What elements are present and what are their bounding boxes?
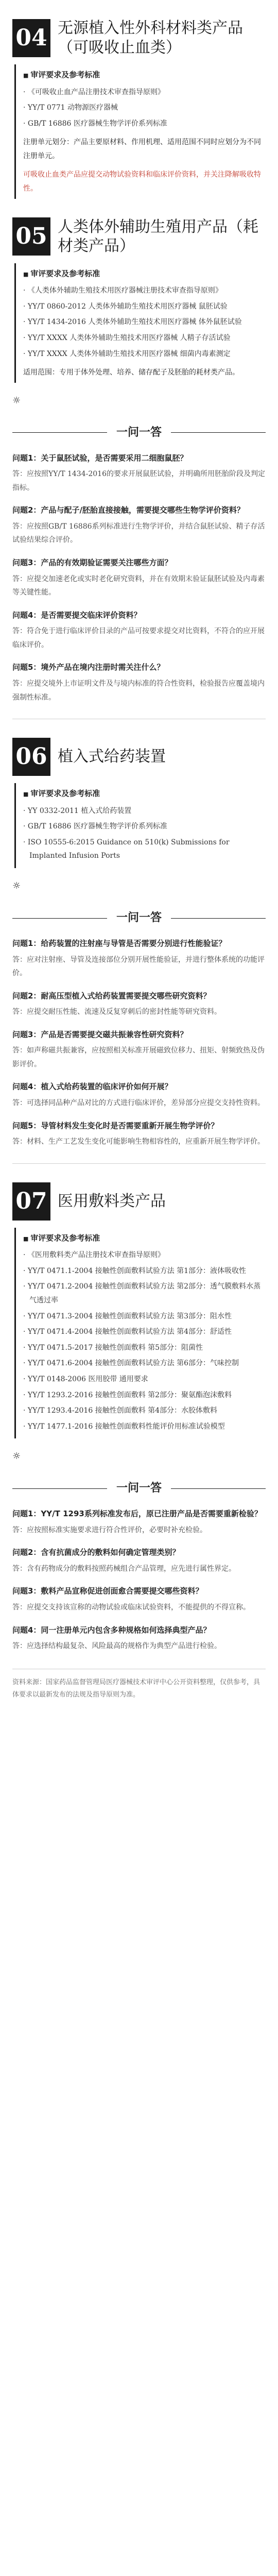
section-05-title: 人类体外辅助生殖用产品（耗材类产品）	[58, 217, 258, 256]
qa-answer: 答：含有药物成分的敷料按照药械组合产品管理，应先进行属性界定。	[12, 1564, 236, 1573]
section-04-title: 无源植入性外科材料类产品（可吸收止血类）	[58, 19, 243, 57]
ref-item: · 《可吸收止血产品注册技术审查指导原则》	[23, 86, 266, 99]
qa-divider-line	[12, 1488, 107, 1489]
ref-item: · YY/T XXXX 人类体外辅助生殖技术用医疗器械 人精子存活试验	[23, 331, 266, 345]
ref-item: · YY/T 0771 动物源医疗器械	[23, 101, 266, 115]
qa-answer: 答：应提交支持该宣称的动物试验或临床试验资料，不能提供的不得宣称。	[12, 1603, 250, 1612]
qa-title-row	[12, 422, 266, 444]
footer-source-note: 资料来源：国家药品监督管理局医疗器械技术审评中心公开资料整理，仅供参考，具体要求以最新发布的法规及指导原则为准。	[12, 1669, 266, 1702]
qa-item	[12, 1584, 266, 1614]
section-07-header	[12, 1182, 266, 1221]
qa-item	[12, 989, 266, 1019]
qa-divider-line	[171, 432, 266, 433]
qa-title: 一问一答	[116, 1482, 162, 1495]
qa-answer: 答：可选择同品种产品对比的方式进行临床评价，差异部分应提交支持性资料。	[12, 1098, 265, 1107]
section-06-box-label: ■ 审评要求及参考标准	[23, 786, 266, 801]
section-04-number: 04	[12, 19, 50, 57]
qa-block-2	[12, 907, 266, 1148]
qa-question: 问题2：产品与配子/胚胎直接接触，需要提交哪些生物学评价资料？	[12, 505, 245, 515]
qa-question: 问题3：敷料产品宣称促进创面愈合需要提交哪些资料？	[12, 1586, 203, 1596]
ref-item: · YY/T 0471.1-2004 接触性创面敷料试验方法 第1部分：液体吸收性	[23, 1264, 266, 1278]
qa-answer: 答：应按照标准实施要求进行符合性评价，必要时补充检验。	[12, 1526, 207, 1534]
qa-item	[12, 451, 266, 495]
qa-item	[12, 1545, 266, 1575]
qa-question: 问题4：是否需要提交临床评价资料？	[12, 610, 142, 620]
qa-block-3	[12, 1478, 266, 1653]
qa-divider-line	[171, 1488, 266, 1489]
section-06-box	[14, 783, 266, 868]
qa-question: 问题1：给药装置的注射座与导管是否需要分别进行性能验证？	[12, 939, 227, 948]
ref-item: · YY/T 0148-2006 医用胶带 通用要求	[23, 1372, 266, 1386]
qa-item	[12, 1623, 266, 1653]
sun-decoration-icon: ☼	[12, 395, 21, 406]
ref-item: · 《人类体外辅助生殖技术用医疗器械注册技术审查指导原则》	[23, 284, 266, 298]
section-divider	[12, 1163, 266, 1164]
qa-question: 问题4：植入式给药装置的临床评价如何开展？	[12, 1082, 172, 1092]
ref-item: · GB/T 16886 医疗器械生物学评价系列标准	[23, 117, 266, 131]
qa-item	[12, 1118, 266, 1149]
ref-item: · YY 0332-2011 植入式给药装置	[23, 804, 266, 818]
qa-answer: 答：符合免于进行临床评价目录的产品可按要求提交对比资料，不符合的应开展临床评价。	[12, 627, 265, 649]
ref-item: · YY/T 0471.2-2004 接触性创面敷料试验方法 第2部分：透气膜敷料水蒸气透过率	[23, 1280, 266, 1307]
qa-answer: 答：应对注射座、导管及连接部位分别开展性能验证，并进行整体系统的功能评价。	[12, 955, 265, 978]
qa-divider-line	[12, 918, 107, 919]
qa-item	[12, 1027, 266, 1072]
section-04-note-highlight: 可吸收止血类产品应提交动物试验资料和临床评价资料，并关注降解吸收特性。	[23, 171, 261, 193]
section-04-box-label: ■ 审评要求及参考标准	[23, 67, 266, 82]
ref-item: · YY/T 1293.4-2016 接触性创面敷料 第4部分：水胶体敷料	[23, 1404, 266, 1418]
section-07-title: 医用敷料类产品	[58, 1192, 166, 1210]
qa-question: 问题2：含有抗菌成分的敷料如何确定管理类别？	[12, 1548, 180, 1557]
sun-decoration-icon: ☼	[12, 1451, 21, 1462]
qa-answer: 答：应按照YY/T 1434-2016的要求开展鼠胚试验，并明确所用胚胎阶段及判定指标。	[12, 470, 265, 492]
qa-question: 问题1：关于鼠胚试验，是否需要采用二细胞鼠胚？	[12, 453, 188, 463]
section-06-title: 植入式给药装置	[58, 748, 166, 766]
qa-item	[12, 660, 266, 704]
ref-item: · YY/T 0860-2012 人类体外辅助生殖技术用医疗器械 鼠胚试验	[23, 300, 266, 314]
section-05-box-label: ■ 审评要求及参考标准	[23, 266, 266, 281]
qa-title: 一问一答	[116, 911, 162, 925]
section-06-header	[12, 738, 266, 776]
qa-item	[12, 555, 266, 600]
section-06-number: 06	[12, 738, 50, 776]
qa-title-row	[12, 907, 266, 929]
ref-item: · YY/T 0471.4-2004 接触性创面敷料试验方法 第4部分：舒适性	[23, 1325, 266, 1339]
qa-item	[12, 1506, 266, 1537]
qa-block-1	[12, 422, 266, 704]
qa-title: 一问一答	[116, 426, 162, 439]
qa-question: 问题1：YY/T 1293系列标准发布后，原已注册产品是否需要重新检验？	[12, 1509, 262, 1519]
section-07-box	[14, 1228, 266, 1439]
qa-question: 问题3：产品是否需要提交磁共振兼容性研究资料？	[12, 1029, 188, 1039]
qa-divider-line	[171, 918, 266, 919]
qa-question: 问题5：境外产品在境内注册时需关注什么？	[12, 663, 165, 672]
ref-item: · YY/T 1293.2-2016 接触性创面敷料 第2部分：聚氨酯泡沫敷料	[23, 1388, 266, 1402]
qa-item	[12, 608, 266, 652]
section-07-box-label: ■ 审评要求及参考标准	[23, 1231, 266, 1246]
ref-item: · YY/T 0471.6-2004 接触性创面敷料试验方法 第6部分：气味控制	[23, 1357, 266, 1370]
ref-item: · YY/T 1434-2016 人类体外辅助生殖技术用医疗器械 体外鼠胚试验	[23, 315, 266, 329]
ref-item: · 《医用敷料类产品注册技术审查指导原则》	[23, 1248, 266, 1262]
qa-answer: 答：应按照GB/T 16886系列标准进行生物学评价，并结合鼠胚试验、精子存活试验结果综合评价。	[12, 522, 265, 545]
qa-item	[12, 936, 266, 980]
ref-item: · YY/T 1477.1-2016 接触性创面敷料性能评价用标准试验模型	[23, 1420, 266, 1434]
section-05-box	[14, 263, 266, 383]
qa-question: 问题4：同一注册单元内包含多种规格如何选择典型产品？	[12, 1625, 211, 1635]
qa-answer: 答：应提交境外上市证明文件及与境内标准的符合性资料，检验报告应覆盖境内强制性标准。	[12, 679, 265, 702]
section-05-number: 05	[12, 217, 50, 256]
sun-decoration-icon: ☼	[12, 880, 21, 892]
qa-title-row	[12, 1478, 266, 1499]
section-05-header	[12, 217, 266, 256]
section-05-note: 适用范围：专用于体外处理、培养、储存配子及胚胎的耗材类产品。	[23, 368, 239, 377]
qa-question: 问题3：产品的有效期验证需要关注哪些方面？	[12, 558, 172, 568]
qa-answer: 答：应选择结构最复杂、风险最高的规格作为典型产品进行检验。	[12, 1642, 221, 1651]
qa-answer: 答：应提交耐压性能、流速及反复穿刺后的密封性能等研究资料。	[12, 1008, 221, 1016]
ref-item: · YY/T 0471.3-2004 接触性创面敷料试验方法 第3部分：阻水性	[23, 1310, 266, 1324]
ref-item: · YY/T 0471.5-2017 接触性创面敷料 第5部分：阻菌性	[23, 1341, 266, 1355]
section-04-header	[12, 19, 266, 57]
qa-answer: 答：材料、生产工艺发生变化可能影响生物相容性的，应重新开展生物学评价。	[12, 1138, 265, 1146]
section-07-number: 07	[12, 1182, 50, 1221]
qa-question: 问题5：导管材料发生变化时是否需要重新开展生物学评价？	[12, 1121, 219, 1130]
qa-answer: 答：应提交加速老化或实时老化研究资料，并在有效期末验证鼠胚试验及内毒素等关键性能。	[12, 574, 265, 597]
section-04-box	[14, 64, 266, 199]
section-04-note: 注册单元划分：产品主要原材料、作用机理、适用范围不同时应划分为不同注册单元。	[23, 138, 261, 160]
ref-item: · ISO 10555-6:2015 Guidance on 510(k) Submissions for Implanted Infusion Ports	[23, 836, 266, 863]
ref-item: · GB/T 16886 医疗器械生物学评价系列标准	[23, 820, 266, 834]
qa-item	[12, 1079, 266, 1110]
qa-answer: 答：如声称磁共振兼容，应按照相关标准开展磁致位移力、扭矩、射频致热及伪影评价。	[12, 1046, 265, 1069]
ref-item: · YY/T XXXX 人类体外辅助生殖技术用医疗器械 细菌内毒素测定	[23, 347, 266, 361]
qa-divider-line	[12, 432, 107, 433]
qa-item	[12, 503, 266, 547]
qa-question: 问题2：耐高压型植入式给药装置需要提交哪些研究资料？	[12, 991, 211, 1001]
